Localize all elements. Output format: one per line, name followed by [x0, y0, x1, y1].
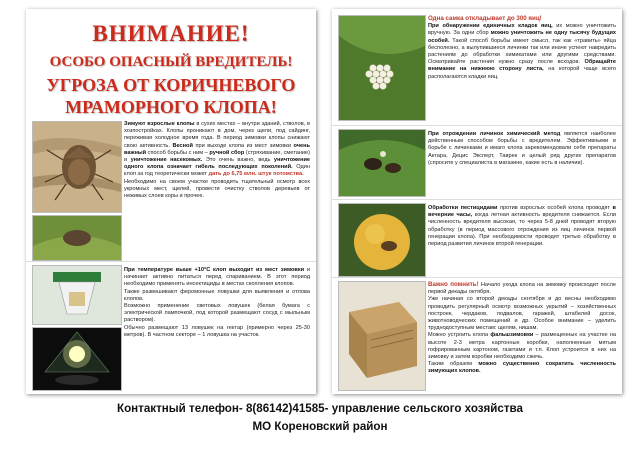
overwintering-sites-text: Важно помнить! Начало ухода клопа на зимовку происходит после первой декады октября. Уже начиная со второй декады сентября и до весны необходимо проводить регулярный осмотр возможных укрытий – хозяйственных построек, чердаков, подвалов, гаражей, штабелей досок, животноводческих помещений и др. Особое внимание – уделить труднодоступным местам: щелям, нишам. Можно устроить клопа фальшзимовки – размещенных на участке на высоте 2-3 метра картонные коробки, наполненные мятым гофрированным картоном, газетами и т.п. Клоп устроится в них на зимовку и затем коробки необходимо сжечь. Таким образом можно существенно сократить численность зимующих клопов.	[428, 281, 616, 375]
poster-subtitle-1: ОСОБО ОПАСНЫЙ ВРЕДИТЕЛЬ!	[49, 54, 293, 70]
right-divider-1	[332, 125, 622, 126]
poster-subtitle-2: УГРОЗА ОТ КОРИЧНЕВОГО	[46, 75, 296, 95]
egg-clusters-text: Одна самка откладывает до 300 яиц! При обнаружении единичных кладок яиц, их можно уничтожить вручную. За одни сбор можно уничтожить не одну тысячу будущих особей. Такой способ борьбы имеет смысл, так как «травить» яйца бесполезно, а вылупившиеся личинки так или иначе успеют навредить растениям до обработки химикатами или другими средствами. Осматривайте растения нужно сразу после всходов. Обращайте внимание на нижнюю сторону листа, на которой чаще всего располагаются кладки яиц.	[428, 15, 616, 80]
bug-on-leaf-photo	[32, 215, 122, 261]
egg-cluster-photo	[338, 15, 426, 121]
damaged-fruit-photo	[338, 203, 426, 277]
pesticide-treatment-text: Обработки пестицидами против взрослых особей клопа проводят в вечерние часы, когда летная активность вредителя снижается. Если численность вредителя высокая, то через 5-8 дней проводят вторую обработку (в период массового отрождения из яиц личинок первой генерации клопа). При необходимости проводят третью обработку в период развития личинок второй генерации.	[428, 205, 616, 248]
district-name-line: МО Кореновский район	[252, 420, 388, 433]
left-panel	[26, 9, 316, 394]
chemical-method-text: При отрождении личинок химический метод является наиболее действенным способом борьбы с вредителем. Эффективными в борьбе с личинками и имаго клопа зарекомендовали себя препараты Актара, Децис Эксперт, Таврек и целый ряд других препаратов (спросите у специалиста в магазине, какие есть в наличии).	[428, 131, 616, 166]
cardboard-box-photo	[338, 281, 426, 391]
poster-title: ВНИМАНИЕ!	[92, 21, 250, 46]
left-divider	[26, 261, 316, 262]
poster-subtitle-3: МРАМОРНОГО КЛОПА!	[65, 97, 277, 117]
stink-bug-on-bark-photo	[32, 121, 122, 213]
right-divider-3	[332, 277, 622, 278]
light-trap-photo	[32, 327, 122, 391]
right-panel	[332, 9, 622, 394]
contact-phone-line: Контактный телефон- 8(86142)41585- управление сельского хозяйства	[117, 402, 523, 415]
temperature-traps-text: При температуре выше +10°С клоп выходит из мест зимовки и начинает активно питаться перед спариванием. В этот период необходимо применять инсектициды в местах скопления клопов. Также развешивают феромонные ловушки для выявления и отлова клопов. Возможно применение световых ловушек (белая бумага с электрической лампочкой, под которой размещают сосуд с мыльным раствором). Обычно размещают 13 ловушек на гектар (примерно через 25-30 метров). В частном секторе – 1 ловушка на участок.	[124, 267, 310, 338]
pheromone-trap-photo	[32, 265, 122, 325]
overwintering-text: Зимуют взрослые клопы в сухих местах – внутри зданий, стволов, в хозпостройках. Клопы проникают в дом, через щели, под сайдинг, переживая холодное время года. В период зимовки клопы снижают свою активность. Весной при выходе клопа из мест зимовки очень важный способ борьбы с ним – ручной сбор (стряхивание, сметание) и уничтожение насекомых. Это очень важно, ведь уничтожение одного клопа означает гибель последующих поколений. Один клоп за год теоретически может дать до 6,75 млн. штук потомства. Необходимо на своем участке проводить тщательный осмотр всех укромных мест, щелей, провести очистку стволов деревьев от неживых слоев коры и прочее.	[124, 121, 310, 200]
nymphs-photo	[338, 129, 426, 197]
right-divider-2	[332, 199, 622, 200]
